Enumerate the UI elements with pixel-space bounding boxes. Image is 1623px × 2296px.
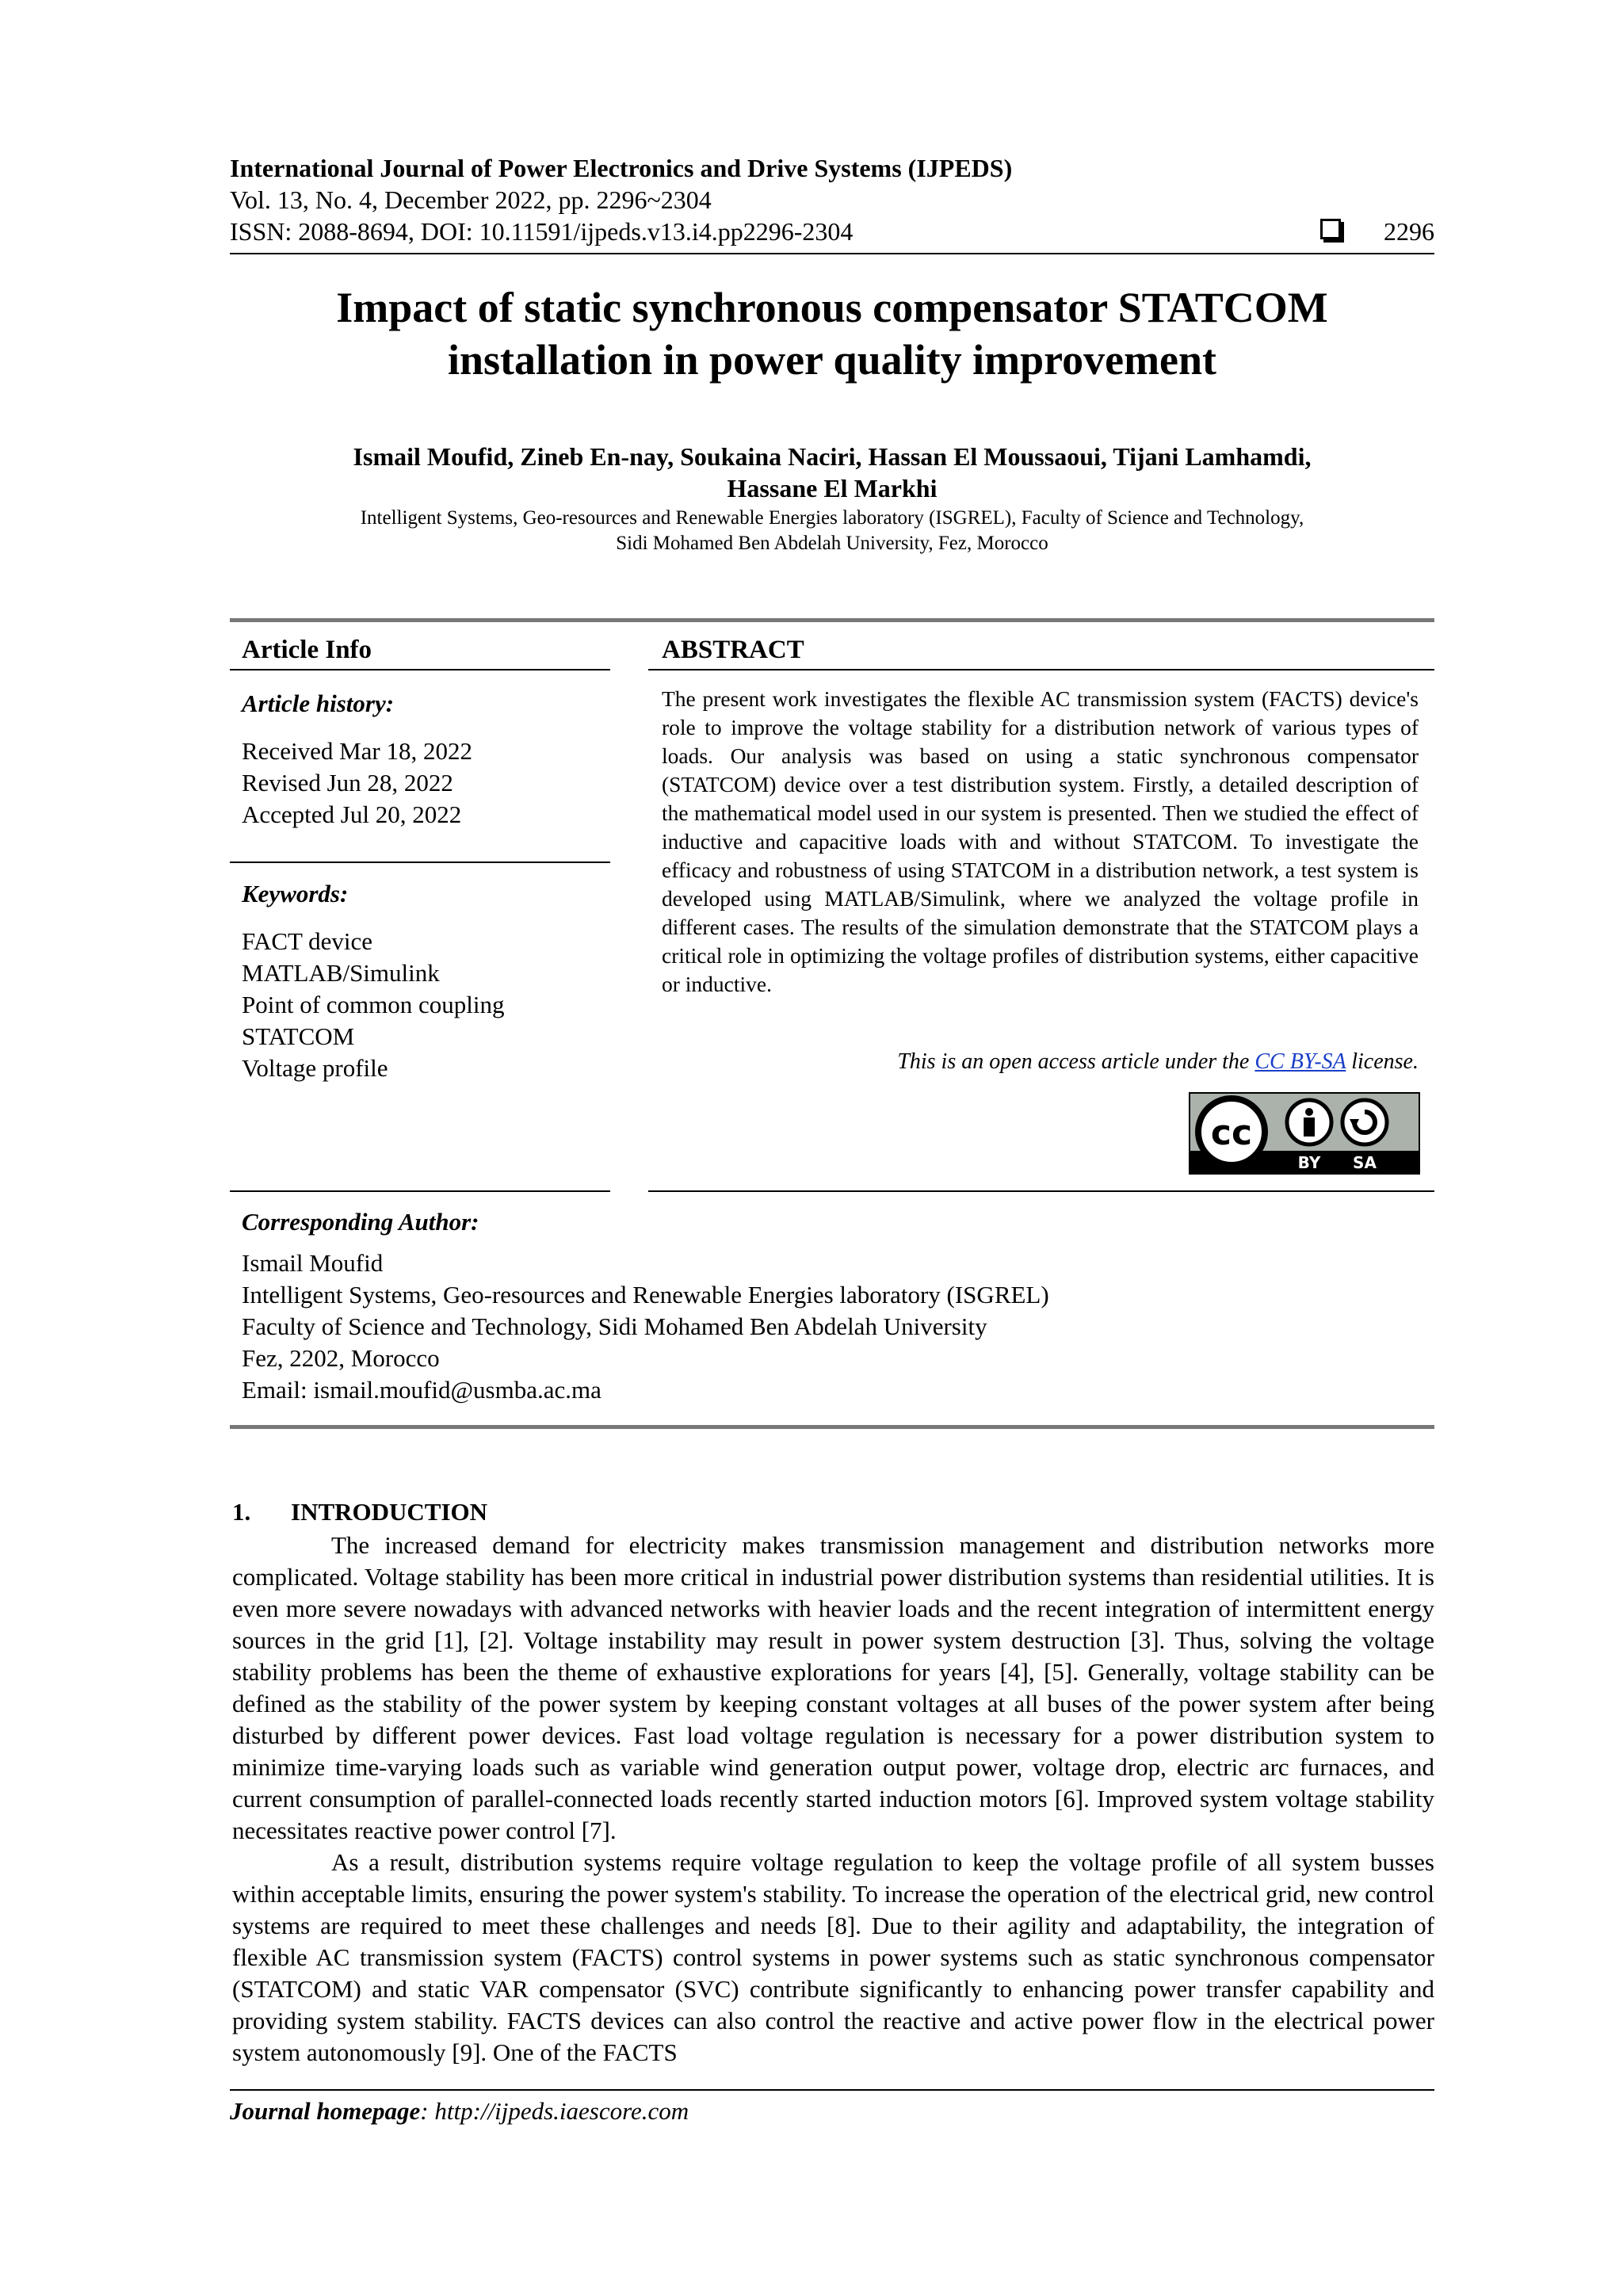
keyword-item: Voltage profile [242, 1054, 388, 1082]
license-link[interactable]: CC BY-SA [1254, 1049, 1346, 1074]
by-label: BY [1297, 1153, 1321, 1172]
sa-icon [1342, 1100, 1387, 1144]
history-received: Received Mar 18, 2022 [242, 737, 472, 765]
article-history [242, 735, 472, 831]
cc-badge-graphic [1189, 1092, 1420, 1175]
abstract-text: The present work investigates the flexible AC transmission system (FACTS) device's role to improve the voltage stability for a distribution network of various types of loads. Our analysis was based on using a static synchronous compensator (STATCOM) device over a test distribution system. Firstly, a detailed description of the mathematical model used in our system is presented. Then we studied the effect of inductive and capacitive loads with and without STATCOM. To investigate the efficacy and robustness of using STATCOM in a distribution network, a test system is developed using MATLAB/Simulink, where we analyzed the voltage profile in different cases. The results of the simulation demonstrate that the STATCOM plays a critical role in optimizing the voltage profiles of distribution systems, either capacitive or inductive. [662, 686, 1419, 996]
cc-by-sa-badge[interactable] [1189, 1092, 1420, 1175]
keyword-item: FACT device [242, 927, 373, 955]
history-rule [230, 861, 610, 863]
license-line [662, 1048, 1419, 1076]
corresponding-author-details [242, 1247, 1415, 1406]
article-info-rule [230, 669, 610, 670]
paper-title [230, 281, 1434, 386]
section-heading-introduction [232, 1496, 487, 1528]
authors-line-1: Ismail Moufid, Zineb En-nay, Soukaina Naciri, Hassan El Moussaoui, Tijani Lamhamdi, [353, 442, 1312, 471]
article-history-label: Article history: [242, 690, 395, 717]
corresponding-faculty: Faculty of Science and Technology, Sidi Mohamed Ben Abdelah University [242, 1312, 987, 1340]
abstract-rule [648, 669, 1434, 670]
history-accepted: Accepted Jul 20, 2022 [242, 800, 462, 828]
abstract-heading: ABSTRACT [662, 636, 804, 664]
header-rule [230, 253, 1434, 254]
journal-name: International Journal of Power Electronics and Drive Systems (IJPEDS) [230, 154, 1013, 182]
footer-rule [230, 2089, 1434, 2091]
page-number: 2296 [1384, 217, 1434, 246]
keyword-item: Point of common coupling [242, 991, 505, 1018]
article-info-heading: Article Info [242, 636, 372, 664]
intro-paragraph-2: As a result, distribution systems require voltage regulation to keep the voltage profile of all system busses within acceptable limits, ensuring the power system's stability. To increase the operation of the electrical grid, new control systems are required to meet these challenges and needs [8]. Due to their agility and adaptability, the integration of flexible AC transmission system (FACTS) control systems in power systems such as static synchronous compensator (STATCOM) and static VAR compensator (SVC) contribute significantly to enhancing power transfer capability and providing system stability. FACTS devices can also control the reactive and active power flow in the electrical power system autonomously [9]. One of the FACTS [232, 1848, 1434, 2066]
keywords-label: Keywords: [242, 880, 349, 907]
keyword-item: STATCOM [242, 1022, 355, 1050]
affiliation-line-1: Intelligent Systems, Geo-resources and Renewable Energies laboratory (ISGREL), Faculty of Science and Technology, [360, 507, 1304, 529]
keywords-list [242, 926, 505, 1084]
issn-row [230, 216, 1434, 247]
box-icon [1320, 219, 1341, 239]
affiliation-line-2: Sidi Mohamed Ben Abdelah University, Fez, Morocco [616, 533, 1048, 554]
author-list [230, 441, 1434, 504]
keywords-bottom-rule [230, 1190, 610, 1192]
section-number: 1. [232, 1498, 251, 1526]
intro-paragraph-1: The increased demand for electricity makes transmission management and distribution networks more complicated. Voltage stability has been more critical in industrial power distribution systems than residential utilities. It is even more severe nowadays with advanced networks with heavier loads and the recent integration of intermittent energy sources in the grid [1], [2]. Voltage instability may result in power system destruction [3]. Thus, solving the voltage stability problems has been the theme of exhaustive explorations for years [4], [5]. Generally, voltage stability can be defined as the stability of the power system by keeping constant voltages at all buses of the power system after being disturbed by different power devices. Fast load voltage regulation is necessary for a power distribution system to minimize time-varying loads such as variable wind generation output power, voltage drop, electric arc furnaces, and current consumption of parallel-connected loads recently started induction motors [6]. Improved system voltage stability necessitates reactive power control [7]. [232, 1531, 1434, 1844]
title-line-2: installation in power quality improvement [447, 336, 1217, 384]
info-box-bottom-rule [230, 1425, 1434, 1429]
corresponding-address: Fez, 2202, Morocco [242, 1344, 440, 1372]
corresponding-lab: Intelligent Systems, Geo-resources and Renewable Energies laboratory (ISGREL) [242, 1281, 1049, 1308]
license-prefix: This is an open access article under the [897, 1049, 1255, 1074]
keyword-item: MATLAB/Simulink [242, 959, 440, 987]
running-header [230, 152, 1434, 247]
corresponding-author-label: Corresponding Author: [242, 1208, 479, 1236]
info-box-top-rule [230, 618, 1434, 622]
issn-doi: ISSN: 2088-8694, DOI: 10.11591/ijpeds.v13.i4.pp2296-2304 [230, 217, 854, 246]
footer-url[interactable]: : http://ijpeds.iaescore.com [420, 2097, 689, 2125]
cc-icon-text: cc [1210, 1113, 1253, 1153]
history-revised: Revised Jun 28, 2022 [242, 769, 453, 797]
sa-label: SA [1353, 1153, 1377, 1172]
corresponding-email: Email: ismail.moufid@usmba.ac.ma [242, 1376, 601, 1404]
introduction-body [232, 1530, 1434, 2069]
corresponding-name: Ismail Moufid [242, 1249, 384, 1277]
footer-label: Journal homepage [230, 2097, 421, 2125]
abstract-bottom-rule [648, 1190, 1434, 1192]
volume-info: Vol. 13, No. 4, December 2022, pp. 2296~2304 [230, 185, 712, 214]
license-suffix: license. [1346, 1049, 1419, 1074]
section-title: INTRODUCTION [291, 1498, 488, 1526]
page-number-group [1320, 216, 1434, 247]
authors-line-2: Hassane El Markhi [727, 474, 938, 502]
title-line-1: Impact of static synchronous compensator STATCOM [336, 284, 1328, 331]
journal-footer [230, 2095, 689, 2127]
affiliation [230, 506, 1434, 556]
